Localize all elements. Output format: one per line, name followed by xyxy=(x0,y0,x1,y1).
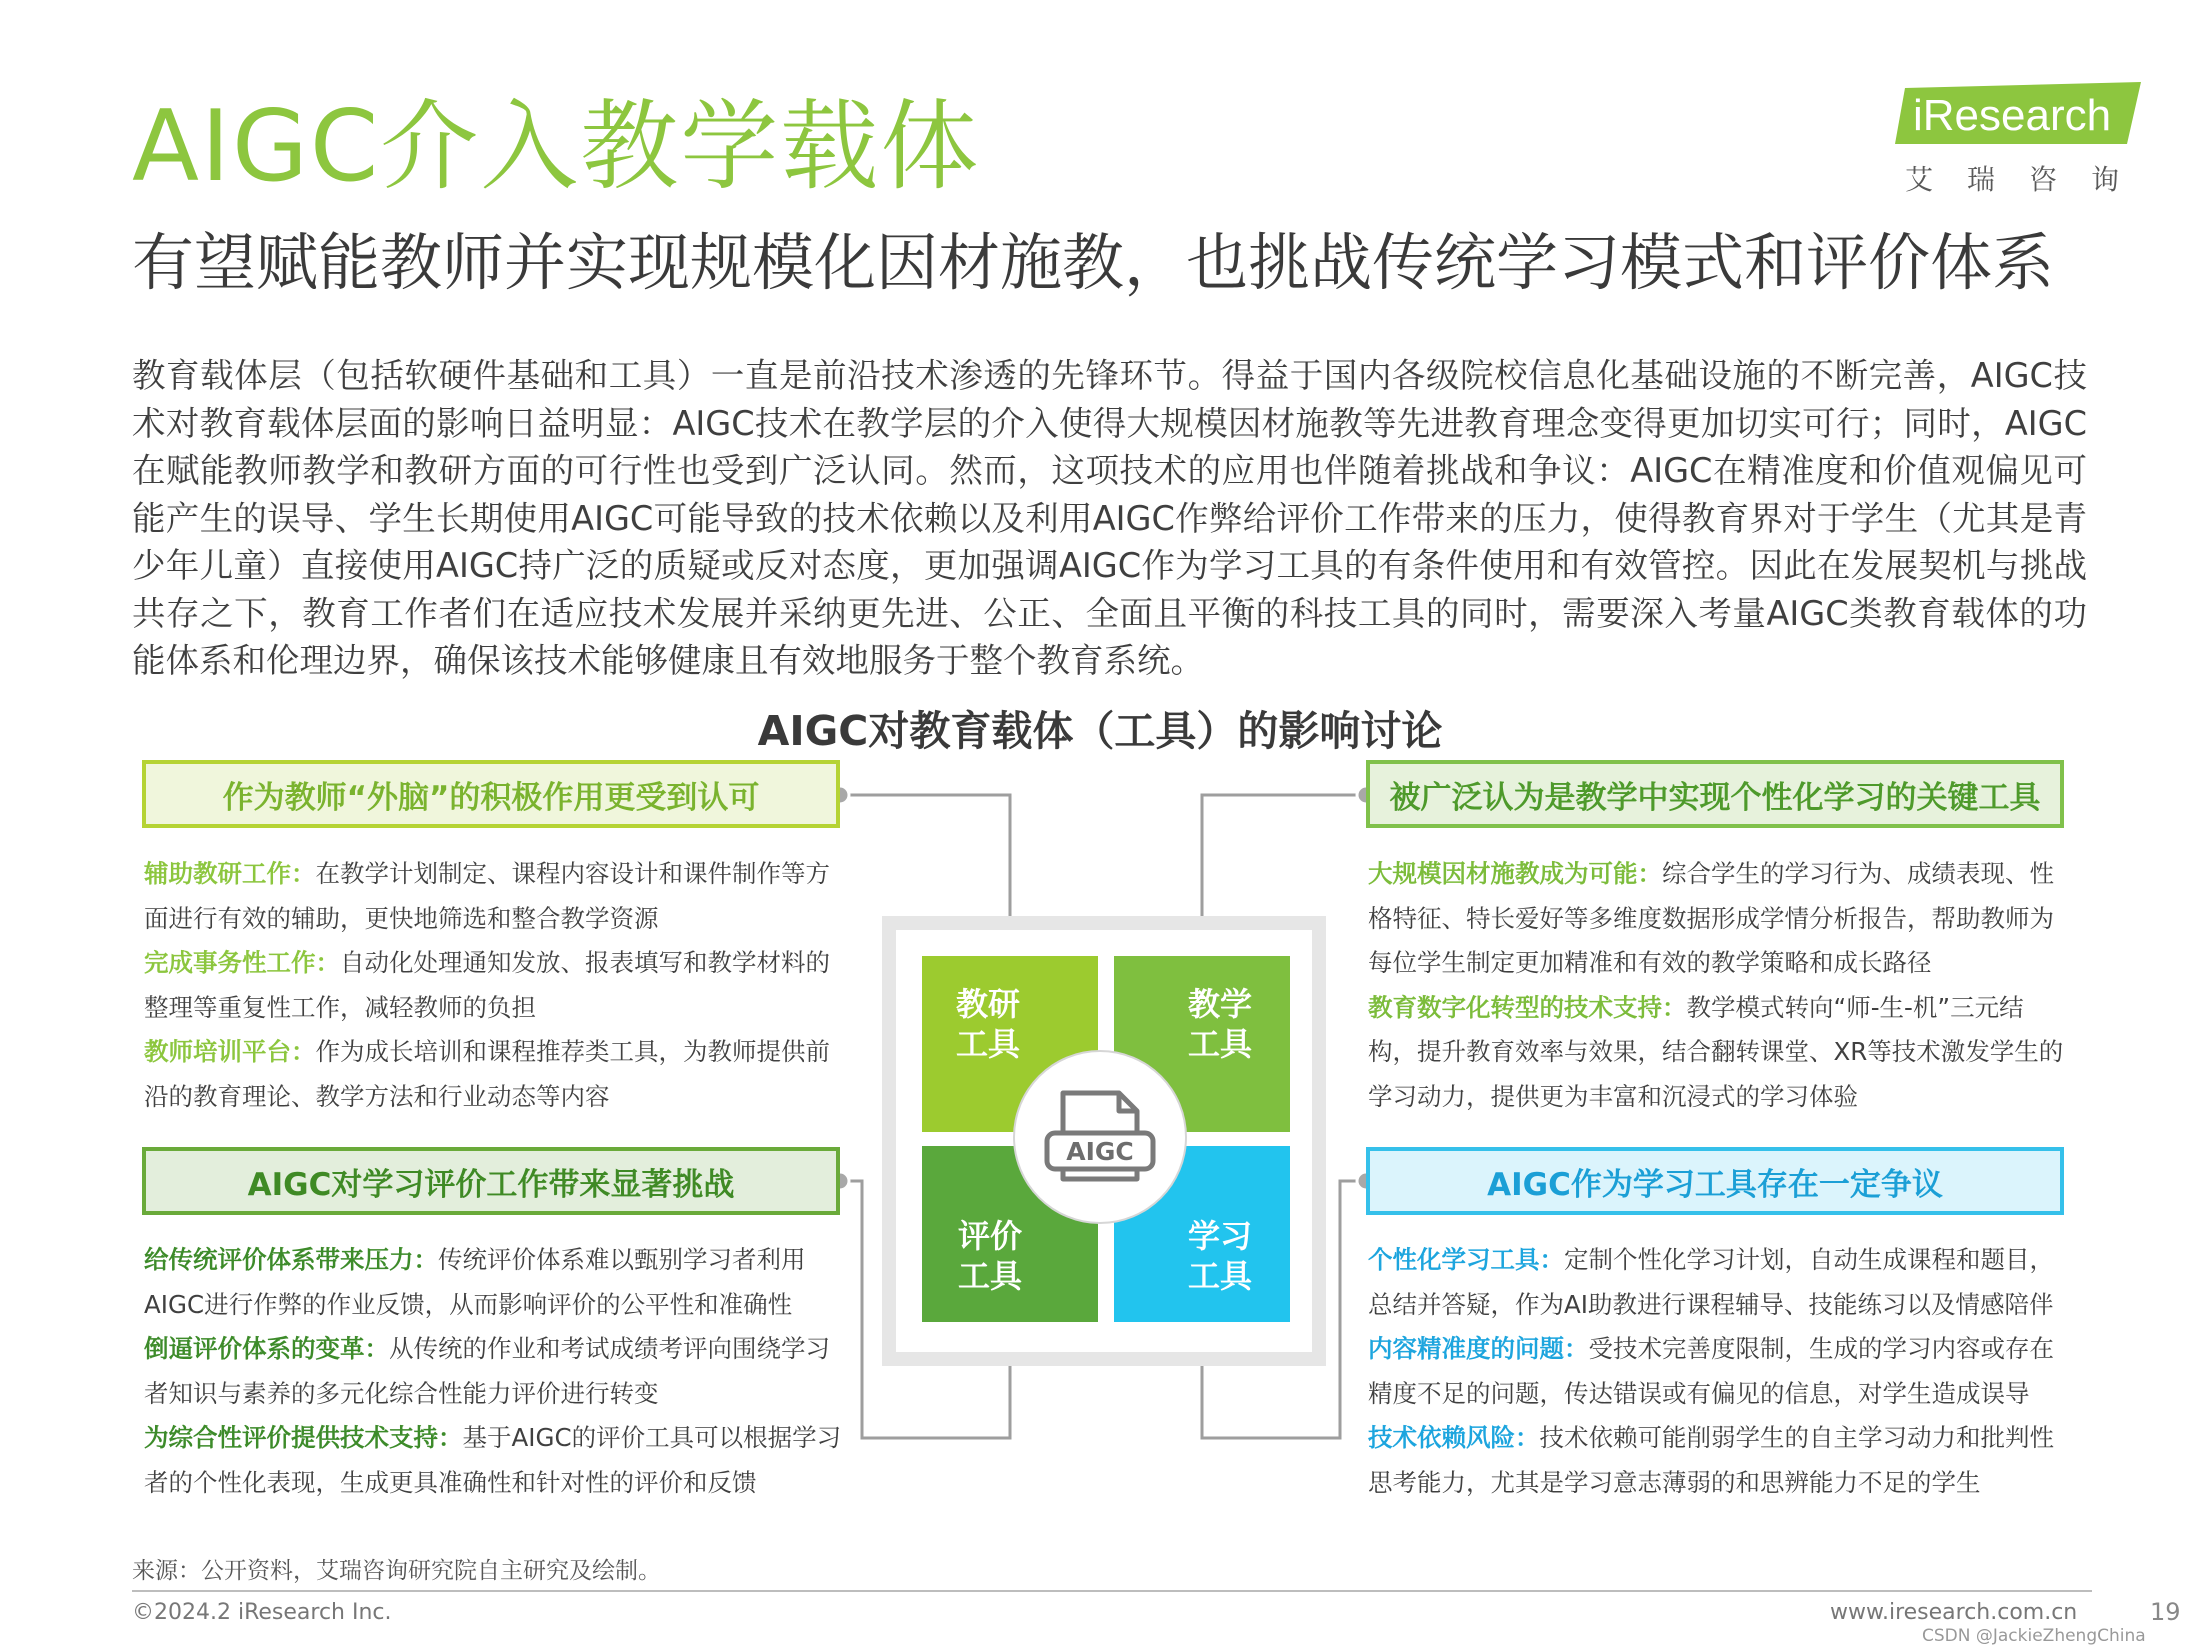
website-link[interactable]: www.iresearch.com.cn xyxy=(1830,1600,2078,1625)
page-number: 19 xyxy=(2150,1598,2181,1626)
bottom-left-description xyxy=(144,1238,844,1505)
quadrant-evaluation-tools: 评价 工具 xyxy=(922,1146,1098,1322)
top-left-description xyxy=(144,852,844,1119)
logo-brand-text: iResearch xyxy=(1913,91,2112,140)
list-item: 教育数字化转型的技术支持：教学模式转向“师-生-机”三元结构，提升教育效率与效果，结合翻转课堂、XR等技术激发学生的学习动力，提供更为丰富和沉浸式的学习体验 xyxy=(1368,992,2064,1111)
list-item: 大规模因材施教成为可能：综合学生的学习行为、成绩表现、性格特征、特长爱好等多维度数据形成学情分析报告，帮助教师为每位学生制定更加精准和有效的教学策略和成长路径 xyxy=(1368,859,2054,977)
list-item: 个性化学习工具：定制个性化学习计划，自动生成课程和题目，总结并答疑，作为AI助教进行课程辅导、技能练习以及情感陪伴 xyxy=(1368,1245,2054,1319)
quadrant-teaching-tools: 教学 工具 xyxy=(1114,956,1290,1132)
source-note: 来源：公开资料，艾瑞咨询研究院自主研究及绘制。 xyxy=(132,1558,661,1584)
diagram-title: AIGC对教育载体（工具）的影响讨论 xyxy=(757,707,1443,755)
page-subtitle: 有望赋能教师并实现规模化因材施教，也挑战传统学习模式和评价体系 xyxy=(132,226,2055,299)
footer-divider xyxy=(132,1590,2092,1592)
header-evaluation-challenge: AIGC对学习评价工作带来显著挑战 xyxy=(142,1147,840,1215)
quadrant-research-tools: 教研 工具 xyxy=(922,956,1098,1132)
list-item: 内容精准度的问题：受技术完善度限制，生成的学习内容或存在精度不足的问题，传达错误或有偏见的信息，对学生造成误导 xyxy=(1368,1334,2054,1408)
list-item: 技术依赖风险：技术依赖可能削弱学生的自主学习动力和批判性思考能力，尤其是学习意志薄弱的和思辨能力不足的学生 xyxy=(1368,1423,2054,1497)
aigc-center-circle xyxy=(1015,1052,1185,1222)
list-item: 辅助教研工作：在教学计划制定、课程内容设计和课件制作等方面进行有效的辅助，更快地筛选和整合教学资源 xyxy=(144,859,830,933)
page-title: AIGC介入教学载体 xyxy=(132,90,981,204)
logo-chinese-name: 艾瑞咨询 xyxy=(1905,163,2154,196)
aigc-center-label: AIGC xyxy=(1066,1137,1134,1166)
copyright-text: ©2024.2 iResearch Inc. xyxy=(132,1600,392,1625)
quadrant-learning-tools: 学习 工具 xyxy=(1114,1146,1290,1322)
header-learning-tool-controversy: AIGC作为学习工具存在一定争议 xyxy=(1366,1147,2064,1215)
bottom-right-description xyxy=(1368,1238,2068,1505)
list-item: 完成事务性工作：自动化处理通知发放、报表填写和教学材料的整理等重复性工作，减轻教师的负担 xyxy=(144,948,830,1022)
header-teacher-external-brain: 作为教师“外脑”的积极作用更受到认可 xyxy=(142,760,840,828)
intro-paragraph: 教育载体层（包括软硬件基础和工具）一直是前沿技术渗透的先锋环节。得益于国内各级院校信息化基础设施的不断完善，AIGC技术对教育载体层面的影响日益明显：AIGC技术在教学层的介入使得大规模因材施教等先进教育理念变得更加切实可行；同时，AIGC在赋能教师教学和教研方面的可行性也受到广泛认同。然而，这项技术的应用也伴随着挑战和争议：AIGC在精准度和价值观偏见可能产生的误导、学生长期使用AIGC可能导致的技术依赖以及利用AIGC作弊给评价工作带来的压力，使得教育界对于学生（尤其是青少年儿童）直接使用AIGC持广泛的质疑或反对态度，更加强调AIGC作为学习工具的有条件使用和有效管控。因此在发展契机与挑战共存之下，教育工作者们在适应技术发展并采纳更先进、公正、全面且平衡的科技工具的同时，需要深入考量AIGC类教育载体的功能体系和伦理边界，确保该技术能够健康且有效地服务于整个教育系统。 xyxy=(132,356,2087,680)
csdn-watermark: CSDN @JackieZhengChina xyxy=(1922,1626,2146,1646)
list-item: 倒逼评价体系的变革：从传统的作业和考试成绩考评向围绕学习者知识与素养的多元化综合性能力评价进行转变 xyxy=(144,1334,830,1408)
list-item: 给传统评价体系带来压力：传统评价体系难以甄别学习者利用AIGC进行作弊的作业反馈，从而影响评价的公平性和准确性 xyxy=(144,1245,806,1319)
header-personalized-learning: 被广泛认为是教学中实现个性化学习的关键工具 xyxy=(1366,760,2064,828)
top-right-description xyxy=(1368,852,2068,1119)
aigc-document-icon xyxy=(1041,1087,1159,1187)
list-item: 为综合性评价提供技术支持：基于AIGC的评价工具可以根据学习者的个性化表现，生成更具准确性和针对性的评价和反馈 xyxy=(144,1423,842,1497)
list-item: 教师培训平台：作为成长培训和课程推荐类工具，为教师提供前沿的教育理论、教学方法和行业动态等内容 xyxy=(144,1037,830,1111)
